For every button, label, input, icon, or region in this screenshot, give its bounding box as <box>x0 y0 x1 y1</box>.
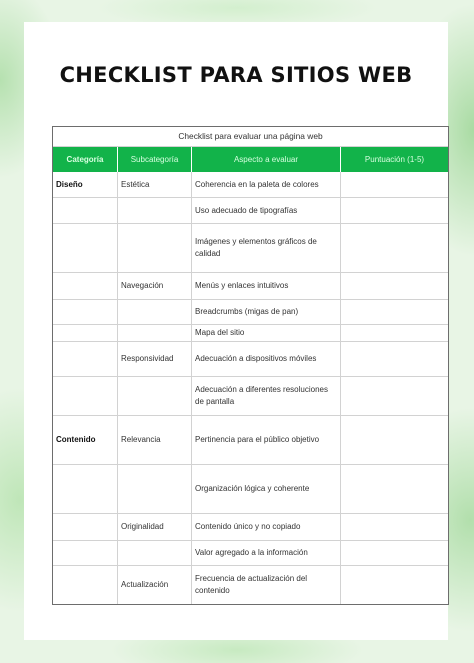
cell-aspecto: Mapa del sitio <box>192 325 341 341</box>
cell-puntuacion[interactable] <box>341 514 448 540</box>
cell-categoria <box>53 541 118 565</box>
cell-subcategoria: Actualización <box>118 566 192 604</box>
table-row <box>53 513 448 540</box>
cell-aspecto: Pertinencia para el público objetivo <box>192 416 341 464</box>
cell-aspecto: Imágenes y elementos gráficos de calidad <box>192 224 341 272</box>
cell-subcategoria <box>118 465 192 513</box>
table-row <box>53 197 448 223</box>
cell-puntuacion[interactable] <box>341 342 448 376</box>
cell-aspecto: Menús y enlaces intuitivos <box>192 273 341 299</box>
cell-puntuacion[interactable] <box>341 566 448 604</box>
cell-puntuacion[interactable] <box>341 198 448 223</box>
cell-subcategoria: Responsividad <box>118 342 192 376</box>
cell-subcategoria <box>118 325 192 341</box>
table-row <box>53 464 448 513</box>
cell-aspecto: Coherencia en la paleta de colores <box>192 172 341 197</box>
table-row <box>53 376 448 415</box>
cell-categoria <box>53 273 118 299</box>
cell-puntuacion[interactable] <box>341 377 448 415</box>
table-row <box>53 299 448 324</box>
table-row <box>53 565 448 604</box>
cell-puntuacion[interactable] <box>341 172 448 197</box>
table-caption: Checklist para evaluar una página web <box>53 127 448 147</box>
table-body <box>53 172 448 604</box>
cell-aspecto: Uso adecuado de tipografías <box>192 198 341 223</box>
cell-subcategoria <box>118 377 192 415</box>
cell-categoria <box>53 377 118 415</box>
cell-aspecto: Breadcrumbs (migas de pan) <box>192 300 341 324</box>
cell-categoria <box>53 566 118 604</box>
table-row <box>53 272 448 299</box>
header-puntuacion: Puntuación (1-5) <box>364 155 425 164</box>
cell-categoria: Contenido <box>53 416 118 464</box>
cell-puntuacion[interactable] <box>341 224 448 272</box>
cell-aspecto: Valor agregado a la información <box>192 541 341 565</box>
cell-subcategoria: Estética <box>118 172 192 197</box>
table-header-row <box>53 147 448 172</box>
cell-categoria <box>53 342 118 376</box>
cell-puntuacion[interactable] <box>341 416 448 464</box>
cell-categoria <box>53 198 118 223</box>
cell-subcategoria: Relevancia <box>118 416 192 464</box>
cell-subcategoria: Navegación <box>118 273 192 299</box>
cell-puntuacion[interactable] <box>341 325 448 341</box>
table-row <box>53 415 448 464</box>
table-row <box>53 341 448 376</box>
cell-categoria <box>53 514 118 540</box>
cell-aspecto: Contenido único y no copiado <box>192 514 341 540</box>
cell-categoria <box>53 300 118 324</box>
cell-aspecto: Frecuencia de actualización del contenido <box>192 566 341 604</box>
checklist-table <box>52 126 449 605</box>
page-title: CHECKLIST PARA SITIOS WEB <box>59 63 413 87</box>
table-row <box>53 324 448 341</box>
header-aspecto: Aspecto a evaluar <box>192 147 341 172</box>
cell-aspecto: Organización lógica y coherente <box>192 465 341 513</box>
cell-subcategoria <box>118 300 192 324</box>
cell-categoria <box>53 465 118 513</box>
table-row <box>53 223 448 272</box>
table-row <box>53 172 448 197</box>
header-categoria: Categoría <box>53 147 118 172</box>
cell-puntuacion[interactable] <box>341 541 448 565</box>
cell-categoria <box>53 224 118 272</box>
header-subcategoria: Subcategoría <box>118 147 192 172</box>
table-row <box>53 540 448 565</box>
cell-categoria <box>53 325 118 341</box>
cell-subcategoria: Originalidad <box>118 514 192 540</box>
cell-subcategoria <box>118 224 192 272</box>
cell-subcategoria <box>118 541 192 565</box>
cell-aspecto: Adecuación a diferentes resoluciones de pantalla <box>192 377 341 415</box>
cell-subcategoria <box>118 198 192 223</box>
cell-categoria: Diseño <box>53 172 118 197</box>
cell-aspecto: Adecuación a dispositivos móviles <box>192 342 341 376</box>
cell-puntuacion[interactable] <box>341 300 448 324</box>
cell-puntuacion[interactable] <box>341 273 448 299</box>
cell-puntuacion[interactable] <box>341 465 448 513</box>
document-sheet <box>24 22 448 640</box>
